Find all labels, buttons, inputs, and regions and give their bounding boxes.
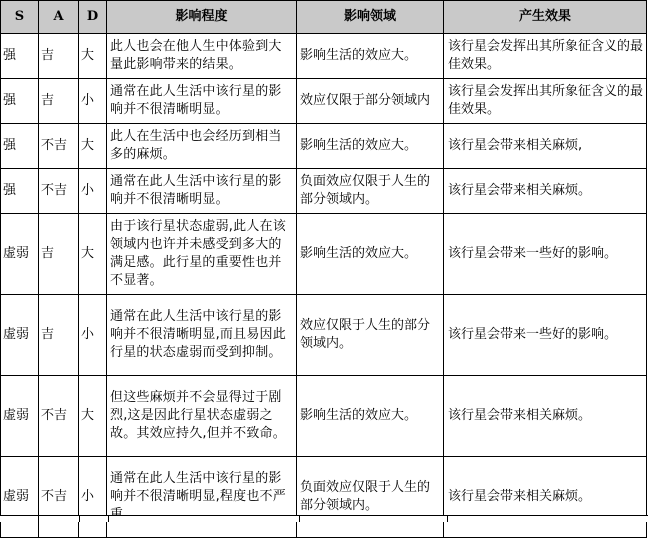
header-d: D	[79, 1, 107, 34]
cell-degree: 此人在生活中也会经历到相当多的麻烦。	[107, 124, 297, 169]
cell-domain: 效应仅限于部分领域内	[297, 79, 444, 124]
cell-a: 不吉	[39, 376, 79, 457]
cell-a: 吉	[39, 79, 79, 124]
cell-domain: 影响生活的效应大。	[297, 214, 444, 295]
cell-effect: 该行星会带来相关麻烦,	[444, 124, 647, 169]
cell-s: 强	[1, 79, 39, 124]
cell-a: 吉	[39, 214, 79, 295]
cell-degree: 通常在此人生活中该行星的影响并不很清晰明显。	[107, 169, 297, 214]
cell-domain: 影响生活的效应大。	[297, 124, 444, 169]
cell-a: 不吉	[39, 169, 79, 214]
cell-effect: 该行星会带来一些好的影响。	[444, 295, 647, 376]
table-row	[1, 376, 647, 457]
cell-effect: 该行星会发挥出其所象征含义的最佳效果。	[444, 34, 647, 79]
cell-s: 虚弱	[1, 457, 39, 538]
cell-domain: 效应仅限于人生的部分领域内。	[297, 295, 444, 376]
cell-domain: 影响生活的效应大。	[297, 376, 444, 457]
cell-d: 大	[79, 214, 107, 295]
table-row	[1, 34, 647, 79]
cell-a: 不吉	[39, 457, 79, 538]
cell-degree: 此人也会在他人生中体验到大量此影响带来的结果。	[107, 34, 297, 79]
cell-a: 吉	[39, 34, 79, 79]
cell-s: 虚弱	[1, 295, 39, 376]
cell-degree: 通常在此人生活中该行星的影响并不很清晰明显。	[107, 79, 297, 124]
header-domain: 影响领域	[297, 1, 444, 34]
cell-s: 强	[1, 169, 39, 214]
cell-s: 虚弱	[1, 376, 39, 457]
header-row	[1, 1, 647, 34]
cell-effect: 该行星会带来相关麻烦。	[444, 376, 647, 457]
cell-domain: 负面效应仅限于人生的部分领域内。	[297, 457, 444, 538]
header-a: A	[39, 1, 79, 34]
cell-degree: 由于该行星状态虚弱,此人在该领域内也许并未感受到多大的满足感。此行星的重要性也并不显著。	[107, 214, 297, 295]
cell-a: 不吉	[39, 124, 79, 169]
cell-degree: 通常在此人生活中该行星的影响并不很清晰明显,而且易因此行星的状态虚弱而受到抑制。	[107, 295, 297, 376]
cell-domain: 影响生活的效应大。	[297, 34, 444, 79]
table-row	[1, 79, 647, 124]
table-row	[1, 295, 647, 376]
cell-s: 强	[1, 34, 39, 79]
table-row	[1, 124, 647, 169]
cell-d: 大	[79, 34, 107, 79]
cell-domain: 负面效应仅限于人生的部分领域内。	[297, 169, 444, 214]
cell-d: 小	[79, 295, 107, 376]
cell-degree: 但这些麻烦并不会显得过于剧烈,这是因此行星状态虚弱之故。其效应持久,但并不致命。	[107, 376, 297, 457]
cell-d: 大	[79, 376, 107, 457]
cell-d: 大	[79, 124, 107, 169]
cell-degree: 通常在此人生活中该行星的影响并不很清晰明显,程度也不严	[107, 457, 297, 538]
cell-effect: 该行星会带来相关麻烦。	[444, 169, 647, 214]
cell-s: 强	[1, 124, 39, 169]
cell-d: 小	[79, 169, 107, 214]
cell-effect: 该行星会发挥出其所象征含义的最佳效果。	[444, 79, 647, 124]
header-effect: 产生效果	[444, 1, 647, 34]
cell-d: 小	[79, 79, 107, 124]
cell-s: 虚弱	[1, 214, 39, 295]
table-row	[1, 214, 647, 295]
cell-a: 吉	[39, 295, 79, 376]
table-row	[1, 457, 647, 538]
cell-effect: 该行星会带来一些好的影响。	[444, 214, 647, 295]
table-row	[1, 169, 647, 214]
cell-effect: 该行星会带来相关麻烦。	[444, 457, 647, 538]
header-s: S	[1, 1, 39, 34]
header-degree: 影响程度	[107, 1, 297, 34]
cell-d: 小	[79, 457, 107, 538]
